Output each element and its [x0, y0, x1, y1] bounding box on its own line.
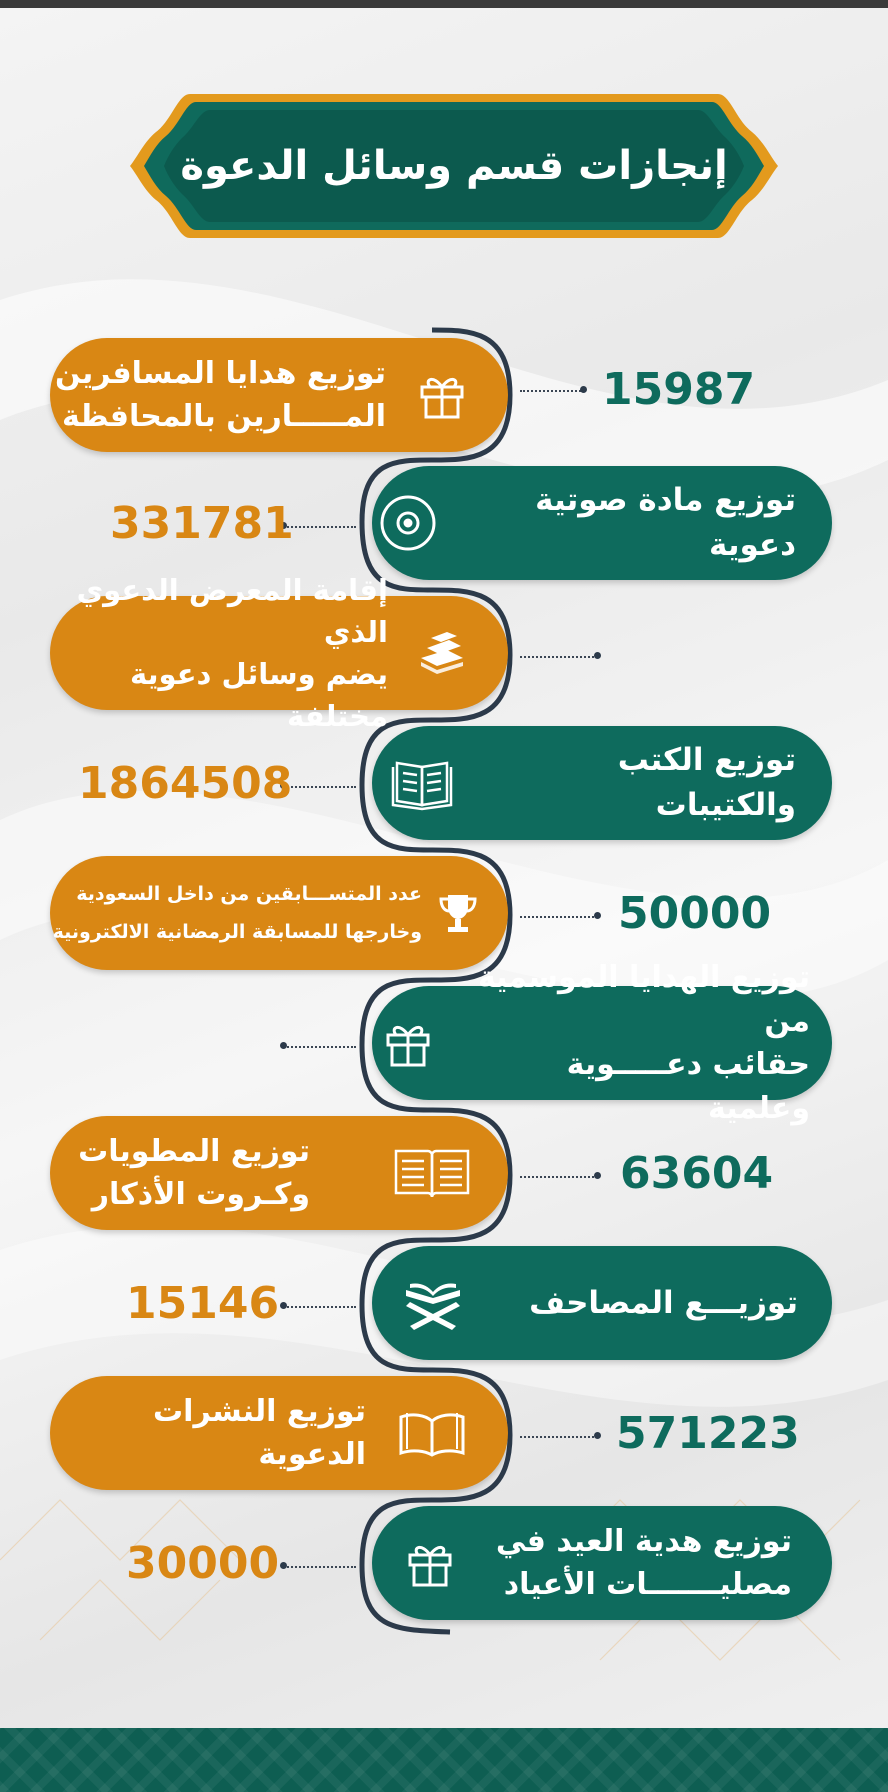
audio-disc-icon [372, 487, 444, 559]
achievement-text-3a: إقامة المعرض الدعوي الذي [76, 572, 388, 649]
number-leader-10 [284, 1566, 356, 1570]
achievement-text-10b: مصليـــــــات الأعياد [503, 1567, 792, 1602]
leader-dot-9 [594, 1432, 601, 1439]
number-leader-4 [284, 786, 356, 790]
open-book-icon [386, 747, 458, 819]
title-banner [130, 80, 778, 252]
gift-icon [406, 359, 478, 431]
achievement-item-5 [50, 856, 508, 970]
gift-icon [372, 1007, 444, 1079]
quran-stand-icon [397, 1267, 469, 1339]
leader-dot-3 [594, 652, 601, 659]
achievement-text-10a: توزيع هدية العيد في [495, 1523, 792, 1559]
leader-dot-8 [280, 1302, 287, 1309]
achievement-number-2: 331781 [110, 498, 294, 549]
number-leader-3 [520, 656, 594, 660]
page-title: إنجازات قسم وسائل الدعوة [180, 143, 728, 189]
achievement-item-9 [50, 1376, 508, 1490]
achievement-item-2 [372, 466, 832, 580]
achievement-item-10 [372, 1506, 832, 1620]
achievement-text-1a: توزيع هدايا المسافرين [55, 355, 386, 391]
footer-band [0, 1728, 888, 1792]
achievement-text-4: توزيع الكتب والكتيبات [617, 742, 796, 823]
achievement-text-8: توزيـــع المصاحف [529, 1284, 798, 1321]
achievement-text-5b: وخارجها للمسابقة الرمضانية الالكترونية [52, 921, 422, 943]
booklet-icon [390, 1137, 474, 1209]
number-leader-9 [520, 1436, 594, 1440]
leader-dot-1 [580, 386, 587, 393]
number-leader-8 [284, 1306, 356, 1310]
leader-dot-6 [280, 1042, 287, 1049]
books-stack-icon [406, 617, 478, 689]
number-leader-7 [520, 1176, 594, 1180]
gift-icon [394, 1527, 466, 1599]
achievement-item-3 [50, 572, 508, 734]
leader-dot-10 [280, 1562, 287, 1569]
achievement-item-7 [50, 1116, 508, 1230]
achievement-text-7b: وكـروت الأذكار [91, 1177, 310, 1212]
open-book-icon [396, 1397, 468, 1469]
achievement-text-6a: توزيع الهدايا الموسمية من [477, 960, 810, 1039]
achievement-number-5: 50000 [618, 888, 772, 939]
achievement-number-7: 63604 [620, 1148, 774, 1199]
achievement-number-9: 571223 [616, 1408, 800, 1459]
achievement-number-8: 15146 [126, 1278, 280, 1329]
achievement-item-8 [372, 1246, 832, 1360]
achievement-text-2: توزيع مادة صوتية دعوية [535, 482, 796, 563]
achievement-number-1: 15987 [602, 364, 756, 415]
trophy-icon [432, 877, 484, 949]
achievement-text-5a: عدد المتســـابقين من داخل السعودية [76, 883, 422, 905]
achievement-item-1 [50, 338, 508, 452]
achievement-text-7a: توزيع المطويات [78, 1133, 310, 1169]
achievement-item-4 [372, 726, 832, 840]
number-leader-2 [284, 526, 356, 530]
number-leader-6 [284, 1046, 356, 1050]
achievement-number-10: 30000 [126, 1538, 280, 1589]
number-leader-5 [520, 916, 594, 920]
achievement-text-1b: المـــــارين بالمحافظة [61, 399, 386, 434]
achievement-text-6b: حقائب دعـــــوية وعلمية [566, 1047, 810, 1126]
leader-dot-7 [594, 1172, 601, 1179]
achievement-item-6 [372, 960, 832, 1126]
leader-dot-5 [594, 912, 601, 919]
achievement-number-4: 1864508 [78, 758, 293, 809]
achievement-text-3b: يضم وسائل دعوية مختلفة [130, 657, 388, 734]
achievement-text-9: توزيع النشرات الدعوية [153, 1393, 366, 1472]
number-leader-1 [520, 390, 584, 394]
